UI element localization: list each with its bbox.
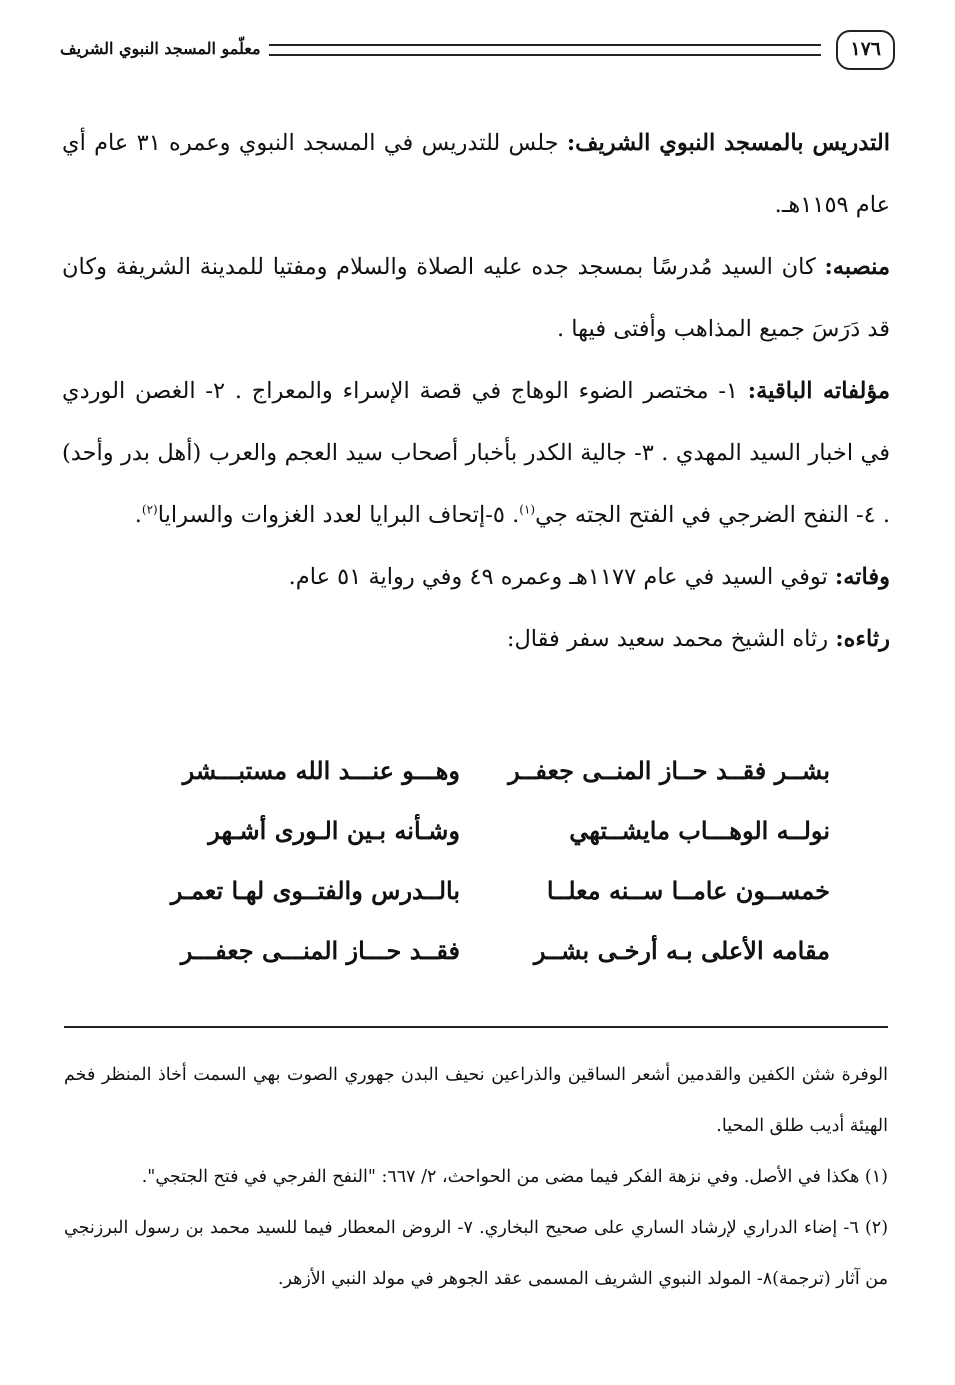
footnote-continuation: الوفرة شثن الكفين والقدمين أشعر الساقين والذراعين نحيف البدن جهوري الصوت بهي السمت أخاذ المنظر فخم الهيئة أديب طلق المحيا. (64, 1065, 888, 1136)
page-number: ١٧٦ (836, 30, 895, 70)
paragraph-lead: مؤلفاته الباقية: (747, 378, 891, 404)
verse-first-hemistich: بشــر فقــد حــاز المنــى جعفــر (508, 755, 830, 785)
footnote-2: (٢) ٦- إضاء الدراري لإرشاد الساري على صحيح البخاري. ٧- الروض المعطار فيما للسيد محمد بن رسول البرزنجي من آثار (ترجمة)٨- المولد النبوي الشريف المسمى عقد الجوهر في مولد النبي الأزهر. (64, 1218, 889, 1289)
poem (130, 740, 830, 980)
paragraph-teaching (62, 112, 890, 236)
paragraph-lead: منصبه: (824, 254, 890, 280)
verse-second-hemistich: فقــد حـــاز المنـــى جعفـــر (180, 935, 460, 965)
paragraph-text: جلس للتدريس في المسجد النبوي وعمره ٣١ عام أي عام ١١٥٩هـ. (62, 130, 890, 218)
page-header (60, 30, 895, 70)
paragraph-lead: التدريس بالمسجد النبوي الشريف: (566, 130, 890, 156)
verse-first-hemistich: خمســون عامــا ســنه معلــا (546, 875, 830, 905)
poem-verse (130, 740, 830, 800)
footnote-ref-2[interactable]: (٢) (141, 502, 158, 517)
footnote-1: (١) هكذا في الأصل. وفي نزهة الفكر فيما مضى من الحواحث، ٢/ ٦٦٧: "النفح الفرجي في فتح الجتجي". (141, 1167, 888, 1187)
paragraph-text: توفي السيد في عام ١١٧٧هـ وعمره ٤٩ وفي رواية ٥١ عام. (288, 564, 835, 590)
verse-second-hemistich: وهـــو عنـــد الله مستبـــشر (182, 755, 460, 785)
paragraph-works (62, 360, 890, 546)
paragraph-lead: رثاءه: (835, 626, 890, 652)
verse-first-hemistich: مقامه الأعلى بـه أرخـى بشــر (533, 935, 830, 965)
footnotes (64, 1050, 888, 1305)
poem-verse (130, 920, 830, 980)
paragraph-lead: وفاته: (834, 564, 890, 590)
footnote-separator (64, 1026, 888, 1028)
paragraph-text: رثاه الشيخ محمد سعيد سفر فقال: (506, 626, 836, 652)
paragraph-text: ١- مختصر الضوء الوهاج في قصة الإسراء والمعراج . ٢- الغصن الوردي في اخبار السيد المهدي . ٣- جالية الكدر بأخبار أصحاب سيد العجم والعرب (أهل بدر وأحد) . ٤- النفح الضرجي في الفتح الجته جي (62, 378, 890, 528)
paragraph-position (62, 236, 890, 360)
poem-verse (130, 860, 830, 920)
paragraph-text: . ٥-إتحاف البرايا لعدد الغزوات والسرايا (157, 502, 520, 528)
poem-verse (130, 800, 830, 860)
paragraph-text: . (134, 502, 142, 528)
paragraph-elegy (62, 608, 890, 670)
running-title: معلّمو المسجد النبوي الشريف (60, 30, 269, 68)
paragraph-death (62, 546, 890, 608)
verse-first-hemistich: نولــه الوهـــاب مايشــتهي (569, 815, 830, 845)
verse-second-hemistich: بالــدرس والفتــوى لهـا تعمـر (170, 875, 460, 905)
footnote-ref-1[interactable]: (١) (519, 502, 536, 517)
verse-second-hemistich: وشـأنه بـين الـورى أشـهر (208, 815, 460, 845)
main-text (62, 112, 890, 670)
paragraph-text: كان السيد مُدرسًا بمسجد جده عليه الصلاة والسلام ومفتيا للمدينة الشريفة وكان قد دَرَسَ جميع المذاهب وأفتى فيها . (62, 254, 890, 342)
